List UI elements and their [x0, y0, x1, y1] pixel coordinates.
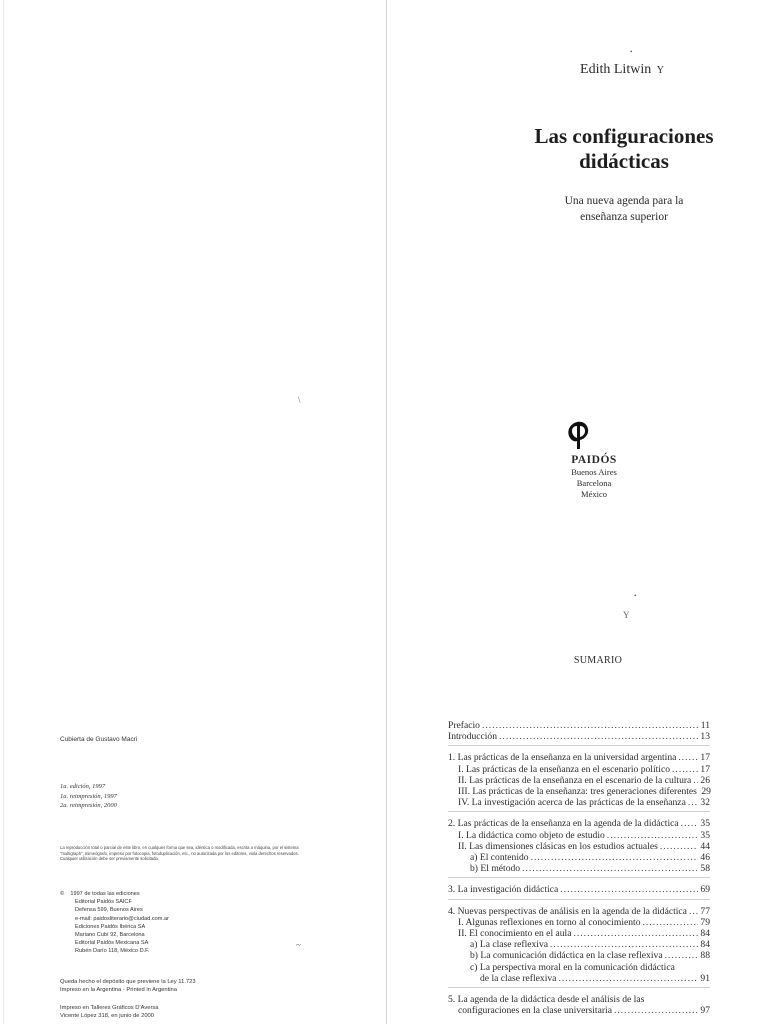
title-line: didácticas [579, 149, 669, 173]
title-line: Las configuraciones [534, 124, 714, 148]
scan-speck: \ [298, 395, 301, 405]
edition-line: 1a. edición, 1997 [60, 783, 106, 790]
author-mark: Y [656, 65, 664, 76]
toc-divider [448, 877, 710, 878]
toc-entry[interactable]: Prefacio ..... 11 [448, 720, 710, 731]
toc-divider [448, 745, 710, 746]
toc-entry[interactable]: b) La comunicación didáctica en la clase reflexiva ..... 88 [448, 950, 710, 961]
printer-info [60, 1004, 159, 1021]
toc-entry[interactable]: 5. La agenda de la didáctica desde el análisis de las [448, 994, 645, 1006]
toc-entry[interactable]: c) La perspectiva moral en la comunicación didáctica [470, 961, 675, 973]
toc-entry[interactable]: II. Las prácticas de la enseñanza en el escenario de la cultura ..... 26 [448, 775, 710, 786]
toc-entry[interactable]: I. Algunas reflexiones en torno al conocimiento ..... 79 [448, 917, 710, 928]
toc-divider [448, 811, 710, 812]
publisher-cities [384, 467, 768, 500]
scan-speck: Y [623, 610, 630, 620]
copyright-first-line [60, 890, 169, 898]
city-line: Buenos Aires [571, 467, 617, 477]
scan-speck: • [634, 592, 637, 600]
printer-line: Vicente López 318, en junio de 2000 [60, 1013, 155, 1020]
toc-entry[interactable]: 2. Las prácticas de la enseñanza en la agenda de la didáctica ..... 35 [448, 818, 710, 829]
legal-deposit [60, 978, 196, 995]
toc-entry[interactable]: Introducción ..... 13 [448, 731, 710, 742]
edition-history [60, 782, 117, 811]
copyright-line: e-mail: paidosliterario@ciudad.com.ar [75, 915, 169, 922]
book-subtitle [384, 193, 768, 225]
copyright-line: Editorial Paidós SAICF [75, 899, 132, 906]
deposit-line: Queda hecho el depósito que previene la Ley 11.723 [60, 979, 196, 985]
toc-entry[interactable]: 1. Las prácticas de la enseñanza en la universidad argentina ..... 17 [448, 752, 710, 763]
copyright-line: Mariano Cubí 92, Barcelona [75, 932, 145, 939]
cover-credit: Cubierta de Gustavo Macri [60, 736, 138, 743]
printer-line: Impreso en Talleres Gráficos D'Aversa [60, 1005, 159, 1011]
toc-entry[interactable]: II. Las dimensiones clásicas en los estudios actuales ..... 44 [448, 841, 710, 852]
city-line: Barcelona [576, 478, 612, 488]
copyright-line: 1997 de todas las ediciones [70, 891, 140, 897]
contents-heading: SUMARIO [573, 655, 623, 666]
toc-entry[interactable]: 4. Nuevas perspectivas de análisis en la agenda de la didáctica ..... 77 [448, 906, 710, 917]
publisher-name: PAIDÓS [571, 454, 617, 466]
toc-entry[interactable]: I. Las prácticas de la enseñanza en el escenario político ..... 17 [448, 764, 710, 775]
toc-entry[interactable]: III. Las prácticas de la enseñanza: tres generaciones diferentes 29 [458, 786, 711, 798]
copyright-line: Ediciones Paidós Ibérica SA [75, 923, 146, 930]
scan-speck: ~ [296, 940, 301, 950]
table-of-contents [448, 720, 710, 1016]
publisher-logo-icon [564, 420, 592, 450]
subtitle-line: Una nueva agenda para la [564, 195, 684, 207]
author-text: Edith Litwin [580, 62, 652, 77]
copyright-block [60, 890, 169, 956]
deposit-line: Impreso en la Argentina - Printed in Argentina [60, 987, 177, 994]
toc-entry[interactable]: IV. La investigación acerca de las prácticas de la enseñanza ..... 32 [448, 797, 710, 808]
copyright-icon: © [60, 891, 65, 897]
legal-notice: La reproducción total o parcial de este libro, en cualquier forma que sea, idéntica o modificada, escrita a máquina, por el sistema "multigraph", mimeógrafo, impreso por fotocopia, fotoduplicación, etc., no autorizada por los editores, viola derechos reservados. Cualquier utilización debe ser previamente solicitada. [60, 845, 299, 862]
copyright-line: Defensa 599, Buenos Aires [75, 907, 143, 914]
edition-line: 1a. reimpresión, 1997 [60, 792, 117, 800]
toc-divider [448, 899, 710, 900]
copyright-line: Rubén Darío 118, México D.F. [75, 948, 150, 955]
subtitle-line: enseñanza superior [580, 211, 668, 223]
toc-entry[interactable]: a) La clase reflexiva ..... 84 [448, 939, 710, 950]
edition-line: 2a. reimpresión, 2000 [60, 802, 117, 809]
toc-entry[interactable]: a) El contenido ..... 46 [448, 852, 710, 863]
toc-entry-continued[interactable]: de la clase reflexiva ..... 91 [448, 973, 710, 984]
toc-entry-continued[interactable]: configuraciones en la clase universitaria ..... 97 [448, 1005, 710, 1016]
toc-entry[interactable]: 3. La investigación didáctica ..... 69 [448, 884, 710, 895]
copyright-line: Editorial Paidós Mexicana SA [75, 940, 149, 947]
toc-divider [448, 987, 710, 988]
right-page-title [384, 0, 768, 1024]
toc-entry[interactable]: I. La didáctica como objeto de estudio ..... 35 [448, 830, 710, 841]
city-line: México [581, 489, 607, 499]
toc-entry[interactable]: II. El conocimiento en el aula ..... 84 [448, 928, 710, 939]
author-name [384, 62, 768, 78]
scan-speck: • [630, 48, 633, 56]
book-title [384, 124, 768, 174]
toc-entry[interactable]: b) El método ..... 58 [448, 863, 710, 874]
